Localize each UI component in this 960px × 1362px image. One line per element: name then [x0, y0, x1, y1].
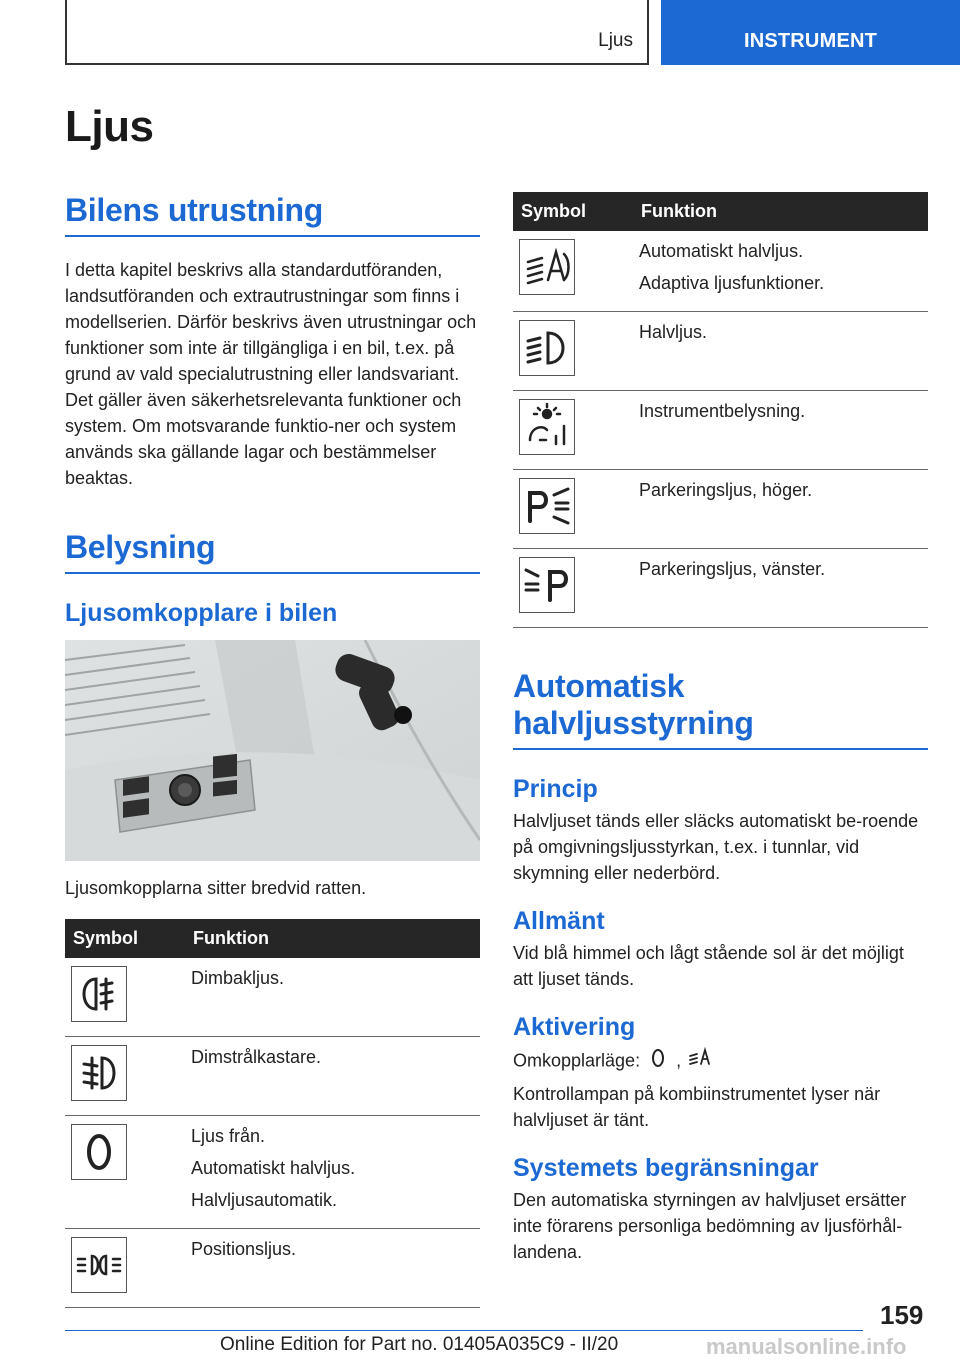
light-switch-illustration: [65, 640, 480, 861]
symbol-table-left: [65, 919, 480, 1308]
table-row: [513, 470, 928, 549]
light-off-icon: [71, 1124, 127, 1180]
auto-low-beam-icon: [519, 239, 575, 295]
column-header-symbol: Symbol: [513, 192, 633, 231]
function-text: Ljus från.: [191, 1125, 266, 1146]
watermark: manualsonline.info: [706, 1334, 907, 1359]
header-chapter-label: INSTRUMENT: [743, 30, 878, 52]
heading-princip: Princip: [513, 774, 598, 803]
heading-belysning: Belysning: [65, 529, 480, 574]
function-text: Dimbakljus.: [191, 967, 285, 988]
table-row: [65, 958, 480, 1037]
page-number: 159: [880, 1300, 924, 1330]
right-column: [513, 192, 928, 1265]
column-header-function: Funktion: [633, 192, 928, 231]
heading-aktivering: Aktivering: [513, 1012, 636, 1041]
light-switch-photo: [65, 640, 480, 861]
instrument-lighting-icon: [519, 399, 575, 455]
table-row: [513, 231, 928, 312]
symbol-table-right: [513, 192, 928, 628]
page-title: Ljus: [65, 102, 154, 151]
paragraph-aktivering-label: [513, 1046, 928, 1077]
footer-edition: Online Edition for Part no. 01405A035C9 - II/20: [220, 1334, 619, 1355]
function-text: Parkeringsljus, höger.: [639, 480, 813, 500]
function-text: Parkeringsljus, vänster.: [639, 559, 826, 579]
light-off-icon: [645, 1046, 671, 1077]
function-text: Halvljus.: [639, 322, 708, 342]
auto-low-beam-icon: [686, 1046, 716, 1077]
header-chapter-tab: [661, 0, 960, 65]
function-text: Adaptiva ljusfunktioner.: [639, 273, 825, 293]
function-text: Automatiskt halvljus.: [639, 241, 804, 261]
heading-ljusomkopplare: Ljusomkopplare i bilen: [65, 598, 338, 627]
function-text: Automatiskt halvljus.: [191, 1157, 356, 1178]
table-row: [513, 312, 928, 391]
column-header-function: Funktion: [185, 919, 480, 958]
header-section-label: Ljus: [598, 30, 633, 51]
paragraph-princip: Halvljuset tänds eller släcks automatiskt be-roende på omgivningsljusstyrkan, t.ex. i tunnlar, vid skymning eller nederbörd.: [513, 810, 919, 883]
function-text: Dimstrålkastare.: [191, 1046, 322, 1067]
header-section-tab: [65, 0, 649, 65]
heading-systemets-begransningar: Systemets begränsningar: [513, 1153, 819, 1182]
low-beam-icon: [519, 320, 575, 376]
paragraph-systemets-begransningar: Den automatiska styrningen av halvljuset ersätter inte förarens personliga bedömning av ljusförhål-landena.: [513, 1189, 907, 1262]
parking-light-left-icon: [519, 557, 575, 613]
table-row: [65, 1115, 480, 1228]
left-column: [65, 192, 480, 1308]
table-row: [65, 1036, 480, 1115]
parking-light-right-icon: [519, 478, 575, 534]
rear-fog-light-icon: [71, 966, 127, 1022]
paragraph-bilens-utrustning: I detta kapitel beskrivs alla standardutföranden, landsutföranden och extrautrustningar som finns i modellserien. Därför beskrivs även utrustningar och funktioner som inte är tillgängliga i en bil, t.ex. på grund av vald specialutrustning eller landsvariant. Det gäller även säkerhetsrelevanta funktioner och system. Om motsvarande funktio-ner och system används ska gällande lagar och bestämmelser beaktas.: [65, 259, 477, 488]
heading-automatisk-halvljusstyrning: Automatisk halvljusstyrning: [513, 668, 928, 750]
table-row: [513, 549, 928, 628]
function-text: Halvljusautomatik.: [191, 1189, 338, 1210]
switch-position-label: Omkopplarläge:: [513, 1049, 641, 1070]
front-fog-light-icon: [71, 1045, 127, 1101]
position-light-icon: [71, 1237, 127, 1293]
paragraph-aktivering: Kontrollampan på kombiinstrumentet lyser när halvljuset är tänt.: [513, 1083, 881, 1130]
paragraph-allmant: Vid blå himmel och lågt stående sol är det möjligt att ljuset tänds.: [513, 942, 904, 989]
heading-allmant: Allmänt: [513, 906, 605, 935]
photo-caption: Ljusomkopplarna sitter bredvid ratten.: [65, 877, 367, 898]
footer-divider: [65, 1330, 863, 1331]
separator: ,: [676, 1049, 682, 1070]
table-row: [65, 1228, 480, 1307]
function-text: Positionsljus.: [191, 1238, 297, 1259]
heading-bilens-utrustning: Bilens utrustning: [65, 192, 480, 237]
column-header-symbol: Symbol: [65, 919, 185, 958]
function-text: Instrumentbelysning.: [639, 401, 806, 421]
table-row: [513, 391, 928, 470]
